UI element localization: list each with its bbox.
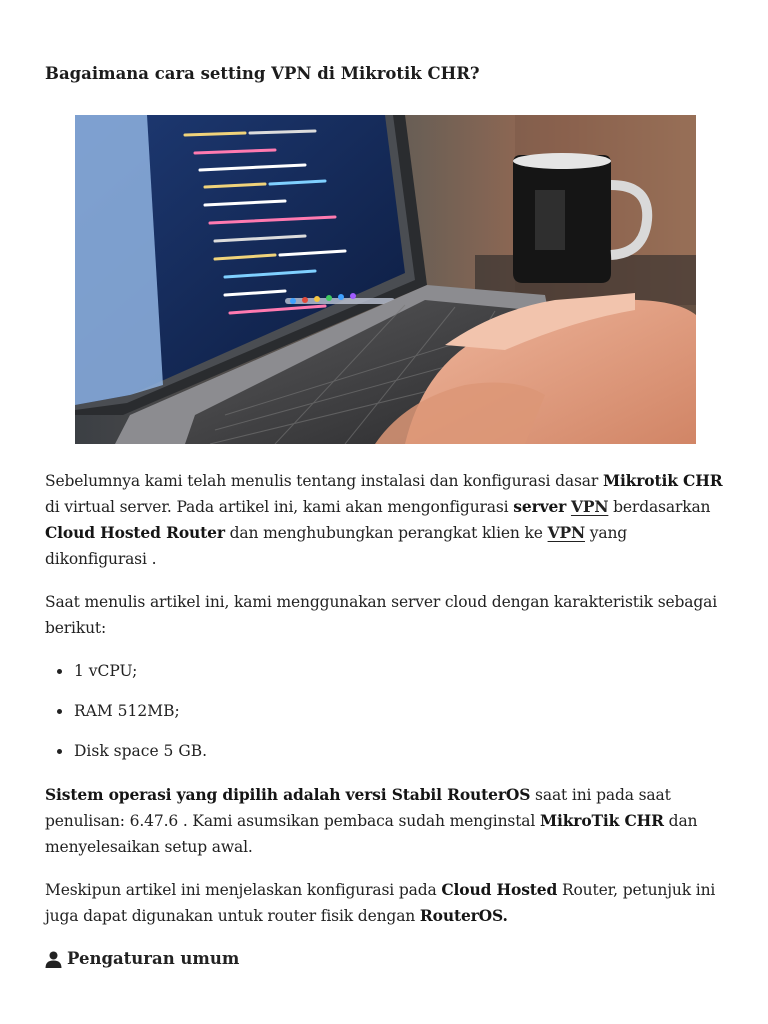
routeros-bold: RouterOS. xyxy=(419,906,508,925)
intro-text-3: berdasarkan xyxy=(608,498,711,516)
os-text-2: dan menyelesaikan setup awal. xyxy=(45,812,698,856)
list-item: Disk space 5 GB. xyxy=(45,738,207,778)
intro-text-2: di virtual server. Pada artikel ini, kami akan mengonfigurasi xyxy=(45,498,514,516)
list-item: RAM 512MB; xyxy=(45,698,207,738)
mikrotik-chr-bold: Mikrotik CHR xyxy=(602,471,723,490)
cloud-hosted-bold: Cloud Hosted xyxy=(441,880,558,899)
list-item: 1 vCPU; xyxy=(45,658,207,698)
server-specs-list xyxy=(45,658,207,778)
os-text-1: saat ini pada saat penulisan: 6.47.6 . Kami asumsikan pembaca sudah menginstal xyxy=(45,786,671,830)
note-text-1: Meskipun artikel ini menjelaskan konfigurasi pada xyxy=(45,881,442,899)
user-icon xyxy=(45,951,62,968)
intro-text-1: Sebelumnya kami telah menulis tentang instalasi dan konfigurasi dasar xyxy=(45,472,603,490)
section-heading-text: Pengaturan umum xyxy=(67,949,240,968)
cloud-hosted-router-bold: Cloud Hosted Router xyxy=(45,523,225,542)
intro-text-4: dan menghubungkan perangkat klien ke xyxy=(224,524,548,542)
article-question-title: Bagaimana cara setting VPN di Mikrotik CHR? xyxy=(45,64,480,83)
laptop-code-photo xyxy=(75,115,696,444)
os-bold: Sistem operasi yang dipilih adalah versi Stabil RouterOS xyxy=(45,785,531,804)
vpn-link[interactable]: VPN xyxy=(570,497,609,516)
section-heading xyxy=(45,946,239,972)
intro-text-5: yang dikonfigurasi . xyxy=(45,524,628,568)
note-paragraph xyxy=(45,877,725,929)
mikrotik-chr-bold-2: MikroTik CHR xyxy=(539,811,664,830)
os-paragraph xyxy=(45,782,725,860)
specs-intro-paragraph: Saat menulis artikel ini, kami menggunakan server cloud dengan karakteristik sebagai berikut: xyxy=(45,593,718,637)
server-bold: server xyxy=(513,497,567,516)
note-text-2: Router, petunjuk ini juga dapat digunakan untuk router fisik dengan xyxy=(45,881,716,925)
vpn-link-2[interactable]: VPN xyxy=(547,523,585,542)
intro-paragraph xyxy=(45,468,725,572)
